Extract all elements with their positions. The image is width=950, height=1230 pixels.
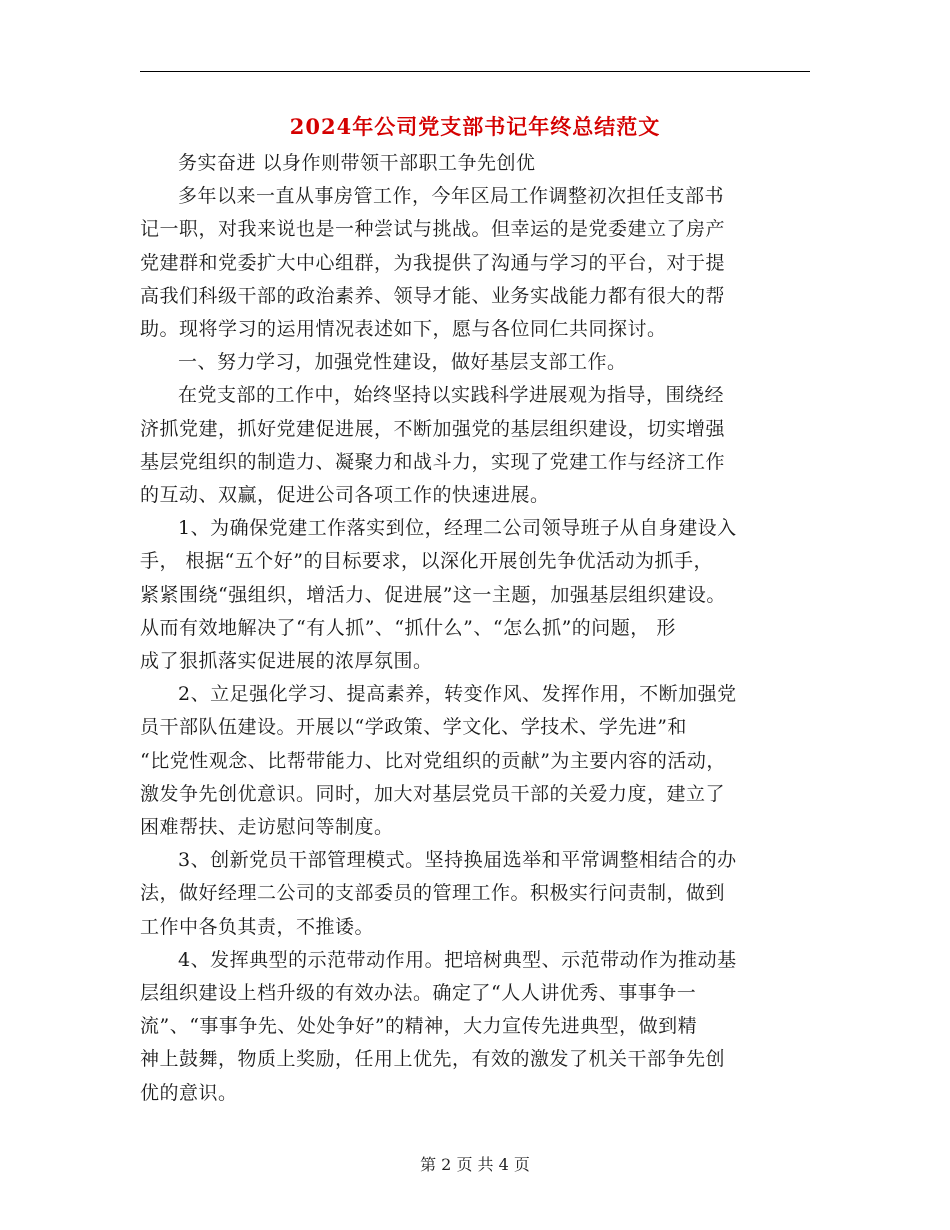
document-body <box>140 147 810 1110</box>
text-line: 记一职，对我来说也是一种尝试与挑战。但幸运的是党委建立了房产 <box>140 218 726 241</box>
item-2-paragraph <box>140 678 810 844</box>
text-line: “比党性观念、比帮带能力、比对党组织的贡献”为主要内容的活动， <box>140 749 726 772</box>
intro-paragraph <box>140 180 810 346</box>
subtitle-paragraph <box>140 147 810 180</box>
text-line: 优的意识。 <box>140 1081 238 1104</box>
section-heading-1 <box>140 346 810 379</box>
page-number-footer: 第 2 页 共 4 页 <box>420 1155 530 1174</box>
text-line: 从而有效地解决了“有人抓”、“抓什么”、“怎么抓”的问题， 形 <box>140 616 676 639</box>
text-line: 员干部队伍建设。开展以“学政策、学文化、学技术、学先进”和 <box>140 716 687 739</box>
text-line: 4、发挥典型的示范带动作用。把培树典型、示范带动作为推动基 <box>178 948 737 971</box>
text-line: 手， 根据“五个好”的目标要求，以深化开展创先争优活动为抓手， <box>140 550 713 573</box>
text-line: 紧紧围绕“强组织，增活力、促进展”这一主题，加强基层组织建设。 <box>140 583 726 606</box>
text-line: 党建群和党委扩大中心组群，为我提供了沟通与学习的平台，对于提 <box>140 251 726 274</box>
text-line: 层组织建设上档升级的有效办法。确定了“人人讲优秀、事事争一 <box>140 982 697 1005</box>
text-line: 激发争先创优意识。同时，加大对基层党员干部的关爱力度，建立了 <box>140 782 726 805</box>
section-1-paragraph <box>140 379 810 512</box>
text-line: 成了狠抓落实促进展的浓厚氛围。 <box>140 650 433 673</box>
header-rule <box>140 71 810 72</box>
item-1-paragraph <box>140 512 810 678</box>
text-line: 2、立足强化学习、提高素养，转变作风、发挥作用，不断加强党 <box>178 683 737 706</box>
text-line: 务实奋进 以身作则带领干部职工争先创优 <box>178 152 536 174</box>
text-line: 助。现将学习的运用情况表述如下，愿与各位同仁共同探讨。 <box>140 318 667 341</box>
text-line: 流”、“事事争先、处处争好”的精神，大力宣传先进典型，做到精 <box>140 1015 698 1038</box>
text-line: 基层党组织的制造力、凝聚力和战斗力，实现了党建工作与经济工作 <box>140 450 726 473</box>
text-line: 多年以来一直从事房管工作，今年区局工作调整初次担任支部书 <box>178 185 725 208</box>
text-line: 神上鼓舞，物质上奖励，任用上优先，有效的激发了机关干部争先创 <box>140 1048 726 1071</box>
text-line: 困难帮扶、走访慰问等制度。 <box>140 816 394 839</box>
text-line: 一、努力学习，加强党性建设，做好基层支部工作。 <box>178 351 627 374</box>
text-line: 工作中各负其责，不推诿。 <box>140 915 375 938</box>
text-line: 高我们科级干部的政治素养、领导才能、业务实战能力都有很大的帮 <box>140 284 726 307</box>
item-3-paragraph <box>140 844 810 944</box>
text-line: 的互动、双赢，促进公司各项工作的快速进展。 <box>140 484 550 507</box>
text-line: 法，做好经理二公司的支部委员的管理工作。积极实行问责制，做到 <box>140 882 726 905</box>
text-line: 在党支部的工作中，始终坚持以实践科学进展观为指导，围绕经 <box>178 384 725 407</box>
text-line: 3、创新党员干部管理模式。坚持换届选举和平常调整相结合的办 <box>178 849 737 872</box>
text-line: 济抓党建，抓好党建促进展，不断加强党的基层组织建设，切实增强 <box>140 417 726 440</box>
text-line: 1、为确保党建工作落实到位，经理二公司领导班子从自身建设入 <box>178 517 737 540</box>
document-title: 2024年公司党支部书记年终总结范文 <box>289 114 661 139</box>
item-4-paragraph <box>140 944 810 1110</box>
